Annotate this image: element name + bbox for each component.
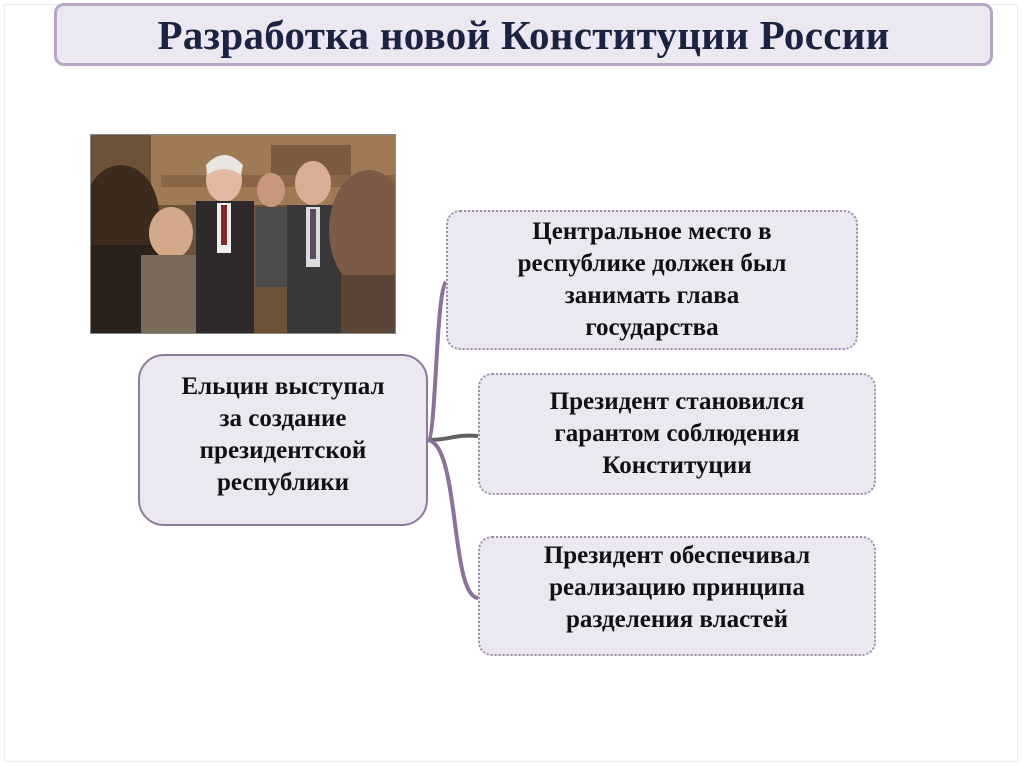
page-title: Разработка новой Конституции России [157, 11, 890, 58]
connector-to-branch-3 [428, 440, 478, 598]
root-node: Ельцин выступал за создание президентской республики [138, 354, 428, 526]
connector-to-branch-2 [428, 436, 478, 440]
branch-node-3: Президент обеспечивал реализацию принципа разделения властей [478, 536, 876, 656]
branch-node-2: Президент становился гарантом соблюдения Конституции [478, 373, 876, 495]
connector-to-branch-1 [428, 282, 446, 440]
branch-node-1: Центральное место в республике должен был занимать глава государства [446, 210, 858, 350]
